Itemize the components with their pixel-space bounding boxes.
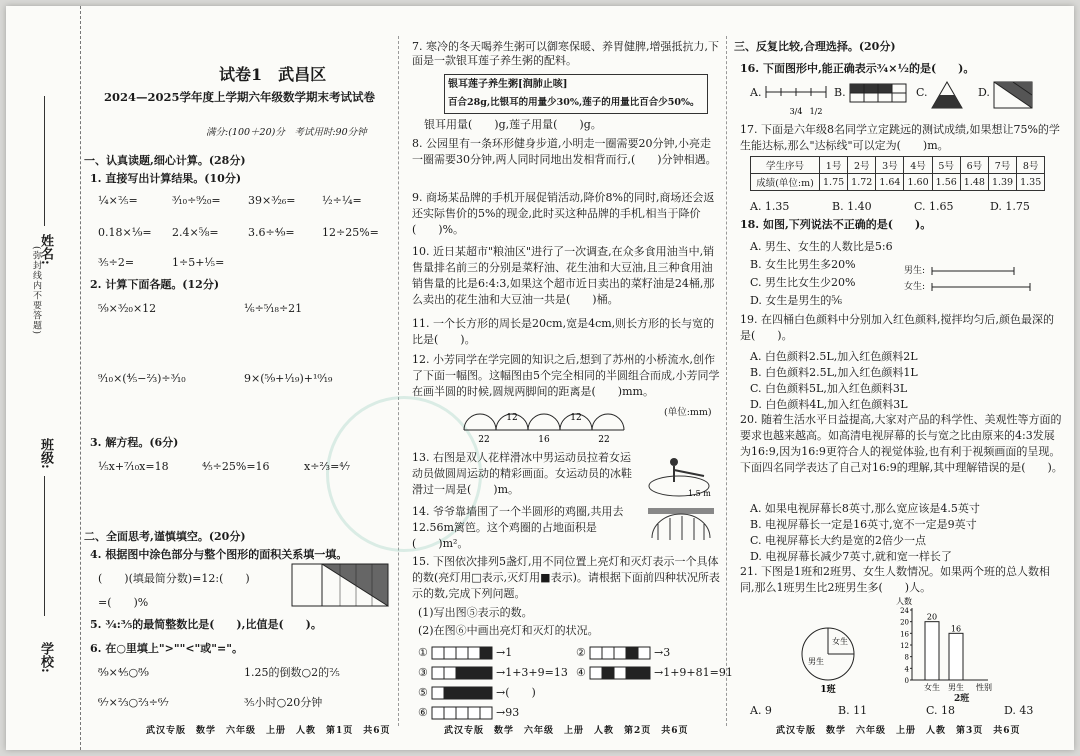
y-tick-label: 24 [900, 607, 909, 615]
lamp-row-index: ④ [576, 666, 586, 679]
calc-item: ½÷¼= [322, 194, 362, 207]
calc-item: 39×³⁄₂₆= [248, 194, 296, 207]
table-cell: 1.60 [904, 174, 932, 191]
question-19: 19. 在四桶白色颜料中分别加入红色颜料,搅拌均匀后,颜色最深的是( )。 [740, 313, 1054, 342]
class-line[interactable] [44, 476, 45, 616]
bar-caption: 2班 [954, 694, 970, 704]
segment-bar-figure [932, 266, 1032, 294]
question-6: 6. 在○里填上">""<"或"="。 [90, 642, 243, 655]
question-14: 14. 爷爷靠墙围了一个半圆形的鸡圈,共用去12.56m篱笆。这个鸡圈的占地面积是( )m²。 [412, 505, 624, 550]
column-divider [726, 36, 727, 726]
compare-item[interactable]: ⁸⁄₉×⁴⁄₅○⁸⁄₉ [98, 666, 149, 679]
lamp-row-value: →1+3+9=13 [496, 666, 568, 679]
bar [925, 622, 939, 680]
option-b[interactable]: B. 白色颜料2.5L,加入红色颜料1L [750, 366, 918, 379]
question-12: 12. 小芳同学在学完圆的知识之后,想到了苏州的小桥流水,创作了下面一幅图。这幅图由5个完全相同的半圆组合而成,小芳同学在画半圆的时候,圆规两脚间的距离是( )mm。 [412, 353, 720, 398]
option-c[interactable]: C. 18 [926, 704, 956, 717]
option-a[interactable]: A. 1.35 [750, 200, 790, 213]
table-cell: 1.64 [876, 174, 904, 191]
section-1-heading: 一、认真读题,细心计算。(28分) [84, 154, 246, 167]
y-tick-label: 0 [904, 677, 909, 685]
section-3-heading: 三、反复比较,合理选择。(20分) [734, 40, 896, 53]
calc-item: ⁵⁄₉×³⁄₂₀×12 [98, 302, 157, 315]
dim-label: 22 [598, 435, 610, 445]
compare-item[interactable]: 1.25的倒数○2的⅖ [244, 666, 340, 679]
dim-label: 12 [506, 413, 518, 423]
class-label: 班级: [38, 438, 53, 469]
semicircle-bridge-figure [464, 408, 624, 444]
shaded-triangle-figure [932, 82, 962, 108]
tick-label: 1/2 [809, 107, 823, 116]
table-cell: 成绩(单位:m) [751, 174, 820, 191]
equation-item: x÷⅔=⁴⁄₇ [304, 460, 350, 473]
question-13: 13. 右图是双人花样滑冰中男运动员拉着女运动员做圆周运动的精彩画面。女运动员的冰鞋滑过一周是( )m。 [412, 451, 632, 496]
question-3: 3. 解方程。(6分) [90, 436, 179, 449]
option-a[interactable]: A. 白色颜料2.5L,加入红色颜料2L [750, 350, 918, 363]
figure-skating-illustration [644, 452, 714, 500]
class1-pie-chart [798, 626, 858, 694]
calc-item: 9×(⁵⁄₉+¹⁄₁₉)+¹⁰⁄₁₉ [244, 372, 333, 385]
exam-meta: 满分:(100＋20)分 考试用时:90分钟 [206, 127, 367, 138]
option-b[interactable]: B. 1.40 [832, 200, 872, 213]
lamp-row-5 [432, 687, 492, 699]
section-2-heading: 二、全面思考,谨慎填空。(20分) [84, 530, 246, 543]
tick-label: 3/4 [789, 107, 803, 116]
exam-subtitle: 2024—2025学年度上学期六年级数学期末考试试卷 [104, 90, 376, 104]
option-b[interactable]: B. 11 [838, 704, 868, 717]
question-18: 18. 如图,下列说法不正确的是( )。 [740, 218, 932, 231]
option-c[interactable]: C. 白色颜料5L,加入红色颜料3L [750, 382, 908, 395]
option-d[interactable]: D. 电视屏幕长减少7英寸,就和宽一样长了 [750, 550, 952, 563]
question-4-fill[interactable]: ( )(填最简分数)=12:( ) [98, 572, 250, 585]
page-footer: 武汉专版 数学 六年级 上册 人教 第2页 共6页 [444, 726, 689, 736]
question-7: 7. 寒冷的冬天喝养生粥可以御寒保暖、养胃健脾,增强抵抗力,下面是一款银耳莲子养生粥的配料。 [412, 40, 719, 67]
compare-item[interactable]: ⁶⁄₇×⅔○⅔÷⁶⁄₇ [98, 696, 169, 709]
bar [949, 633, 963, 680]
option-d[interactable]: D. 43 [1004, 704, 1034, 717]
table-cell: 7号 [988, 157, 1016, 174]
pie-caption: 1班 [820, 685, 836, 695]
lamp-row-answer[interactable]: →( ) [496, 686, 536, 699]
bar-label-boys: 男生: [904, 266, 926, 276]
question-4: 4. 根据图中涂色部分与整个图形的面积关系填一填。 [90, 548, 348, 561]
dim-label: 22 [478, 435, 490, 445]
question-9: 9. 商场某品牌的手机开展促销活动,降价8%的同时,商场还会返还实际售价的5%的现金,此时买这种品牌的手机,相当于降价( )%。 [412, 191, 715, 236]
calc-item: 12÷25%= [322, 226, 379, 239]
table-cell: 1号 [820, 157, 848, 174]
option-b[interactable]: B. 女生比男生多20% [750, 258, 856, 271]
page-2 [404, 6, 733, 750]
table-cell: 1.39 [988, 174, 1016, 191]
question-2: 2. 计算下面各题。(12分) [90, 278, 220, 291]
dim-label: 16 [538, 435, 550, 445]
option-c[interactable]: C. [916, 86, 928, 99]
lamp-row-value: →1 [496, 646, 513, 659]
lamp-row-3 [432, 667, 492, 679]
table-cell: 5号 [932, 157, 960, 174]
calc-item: ¼×⅖= [98, 194, 138, 207]
lamp-row-index: ⑤ [418, 686, 428, 699]
table-row [751, 174, 1045, 191]
jump-score-table [750, 156, 1045, 191]
dim-label: 12 [570, 413, 582, 423]
name-line[interactable] [44, 96, 45, 226]
shaded-square-figure [994, 82, 1032, 108]
y-tick-label: 12 [900, 642, 909, 650]
number-line-figure [766, 84, 826, 118]
option-d[interactable]: D. 1.75 [990, 200, 1030, 213]
radius-label: 1.5 m [688, 489, 711, 498]
chicken-coop-illustration [648, 504, 714, 544]
recipe-text: 百合28g,比银耳的用量少30%,莲子的用量比百合少50%。 [448, 97, 700, 108]
lamp-row-index: ③ [418, 666, 428, 679]
option-d[interactable]: D. [978, 86, 990, 99]
table-cell: 1.56 [932, 174, 960, 191]
compare-item[interactable]: ⅗小时○20分钟 [244, 696, 323, 709]
option-b[interactable]: B. [834, 86, 846, 99]
option-c[interactable]: C. 电视屏幕长大约是宽的2倍少一点 [750, 534, 927, 547]
question-16: 16. 下面图形中,能正确表示¾×½的是( )。 [740, 62, 975, 75]
calc-item: 2.4×⅝= [172, 226, 219, 239]
option-c[interactable]: C. 男生比女生少20% [750, 276, 856, 289]
binding-strip [6, 6, 81, 750]
equation-item: ⅕x+⁷⁄₁₀x=18 [98, 460, 169, 473]
calc-item: 3.6÷⁴⁄₉= [248, 226, 295, 239]
shaded-shape-figure [292, 564, 388, 606]
question-4-fill[interactable]: =( )% [98, 596, 149, 609]
y-tick-label: 20 [900, 618, 909, 627]
school-label: 学校: [38, 642, 53, 673]
bar-value-label: 20 [926, 612, 938, 622]
question-1: 1. 直接写出计算结果。(10分) [90, 172, 242, 185]
x-label: 女生 [924, 683, 940, 692]
option-c[interactable]: C. 1.65 [914, 200, 954, 213]
y-axis-title: 人数 [896, 597, 912, 606]
calc-item: ⅗÷2= [98, 256, 135, 269]
question-11: 11. 一个长方形的周长是20cm,宽是4cm,则长方形的长与宽的比是( )。 [412, 317, 715, 346]
option-a[interactable]: A. [750, 86, 762, 99]
table-cell: 3号 [876, 157, 904, 174]
option-a[interactable]: A. 男生、女生的人数比是5:6 [750, 240, 893, 253]
x-label: 性别 [976, 683, 992, 692]
y-tick-label: 8 [904, 653, 909, 662]
question-10: 10. 近日某超市"粮油区"进行了一次调查,在众多食用油当中,销售量排名前三的分别是菜籽油、花生油和大豆油,且三种食用油销售量的比是6:4:3,如果这个超市近日卖出的菜籽油是24桶,那么卖出的花生油和大豆油一共是( )桶。 [412, 245, 715, 306]
calc-item: ⅙÷⁵⁄₁₈÷21 [244, 302, 303, 315]
y-tick-label: 16 [900, 630, 909, 639]
lamp-row-2 [590, 647, 650, 659]
page-3 [732, 6, 1068, 750]
table-row [751, 157, 1045, 174]
recipe-title: 银耳莲子养生粥[润肺止咳] [448, 79, 568, 90]
question-20: 20. 随着生活水平日益提高,大家对产品的科学性、美观性等方面的要求也越来越高。如高清电视屏幕的长与宽之比由原来的4:3发展为16:9,因为16:9更符合人的视觉体验,也有利于视频画面的呈现。下面四名同学表达了自己对16:9的理解,其中理解错误的是( )。 [740, 413, 1063, 474]
exam-title: 试卷1 武昌区 [219, 65, 327, 84]
option-d[interactable]: D. 女生是男生的⅚ [750, 294, 843, 307]
option-d[interactable]: D. 白色颜料4L,加入红色颜料3L [750, 398, 908, 411]
option-b[interactable]: B. 电视屏幕长一定是16英寸,宽不一定是9英寸 [750, 518, 977, 531]
question-8: 8. 公园里有一条环形健身步道,小明走一圈需要20分钟,小亮走一圈需要30分钟,两人同时同地出发相背而行,( )分钟相遇。 [412, 137, 717, 166]
question-5: 5. ¾:⅗的最简整数比是( ),比值是( )。 [90, 618, 322, 631]
unit-note: (单位:mm) [664, 407, 712, 418]
equation-item: ⁴⁄₅÷25%=16 [202, 460, 270, 473]
table-cell: 4号 [904, 157, 932, 174]
lamp-row-value: →1+9+81=91 [654, 666, 733, 679]
column-divider [398, 36, 399, 726]
question-15-part-1: (1)写出图⑤表示的数。 [418, 606, 533, 619]
x-label: 男生 [948, 683, 964, 692]
table-cell: 1.35 [1017, 174, 1045, 191]
lamp-row-4 [590, 667, 650, 679]
binding-note: (弥封线内不要答题) [31, 246, 41, 336]
calc-item: ⁹⁄₁₀×(⅘−⅔)÷³⁄₁₀ [98, 372, 186, 385]
question-15-part-2: (2)在图⑥中画出亮灯和灭灯的状况。 [418, 624, 599, 637]
lamp-row-1 [432, 647, 492, 659]
table-cell: 6号 [960, 157, 988, 174]
lamp-row-value: →3 [654, 646, 671, 659]
question-15: 15. 下图依次排列5盏灯,用不同位置上亮灯和灭灯表示一个具体的数(亮灯用□表示,灭灯用■表示)。请根据下面前四种状况所表示的数,完成下列问题。 [412, 555, 720, 600]
table-cell: 1.48 [960, 174, 988, 191]
calc-item: ³⁄₁₀÷⁹⁄₂₀= [172, 194, 221, 207]
table-cell: 2号 [848, 157, 876, 174]
pie-label: 男生 [808, 657, 824, 666]
page-footer: 武汉专版 数学 六年级 上册 人教 第3页 共6页 [776, 726, 1021, 736]
table-cell: 学生序号 [751, 157, 820, 174]
lamp-row-index: ② [576, 646, 586, 659]
question-21: 21. 下图是1班和2班男、女生人数情况。如果两个班的总人数相同,那么1班男生比2班男生多( )人。 [740, 565, 1050, 594]
bar-value-label: 16 [950, 624, 962, 634]
question-17: 17. 下面是六年级8名同学立定跳远的测试成绩,如果想让75%的学生能达标,那么"达标线"可以定为( )m。 [740, 123, 1060, 152]
y-tick-label: 4 [904, 665, 909, 674]
table-cell: 8号 [1017, 157, 1045, 174]
bar-label-girls: 女生: [904, 282, 926, 292]
option-a[interactable]: A. 9 [750, 704, 772, 717]
exam-sheet [6, 6, 1074, 750]
lamp-row-index: ⑥ [418, 706, 428, 719]
pie-label: 女生 [832, 637, 848, 646]
calc-item: 1÷5+⅕= [172, 256, 225, 269]
name-label: 姓名: [38, 234, 53, 265]
lamp-row-6-blank[interactable] [432, 707, 492, 719]
table-cell: 1.72 [848, 174, 876, 191]
lamp-row-index: ① [418, 646, 428, 659]
page-footer: 武汉专版 数学 六年级 上册 人教 第1页 共6页 [146, 726, 391, 736]
option-a[interactable]: A. 如果电视屏幕长8英寸,那么宽应该是4.5英寸 [750, 502, 980, 515]
class2-bar-chart [892, 596, 1002, 696]
table-cell: 1.75 [820, 174, 848, 191]
lamp-row-value: →93 [496, 706, 520, 719]
shaded-rect-figure [850, 84, 906, 102]
page-1 [84, 6, 394, 750]
question-7-fill[interactable]: 银耳用量( )g,莲子用量( )g。 [424, 118, 602, 131]
calc-item: 0.18×⅑= [98, 226, 152, 239]
